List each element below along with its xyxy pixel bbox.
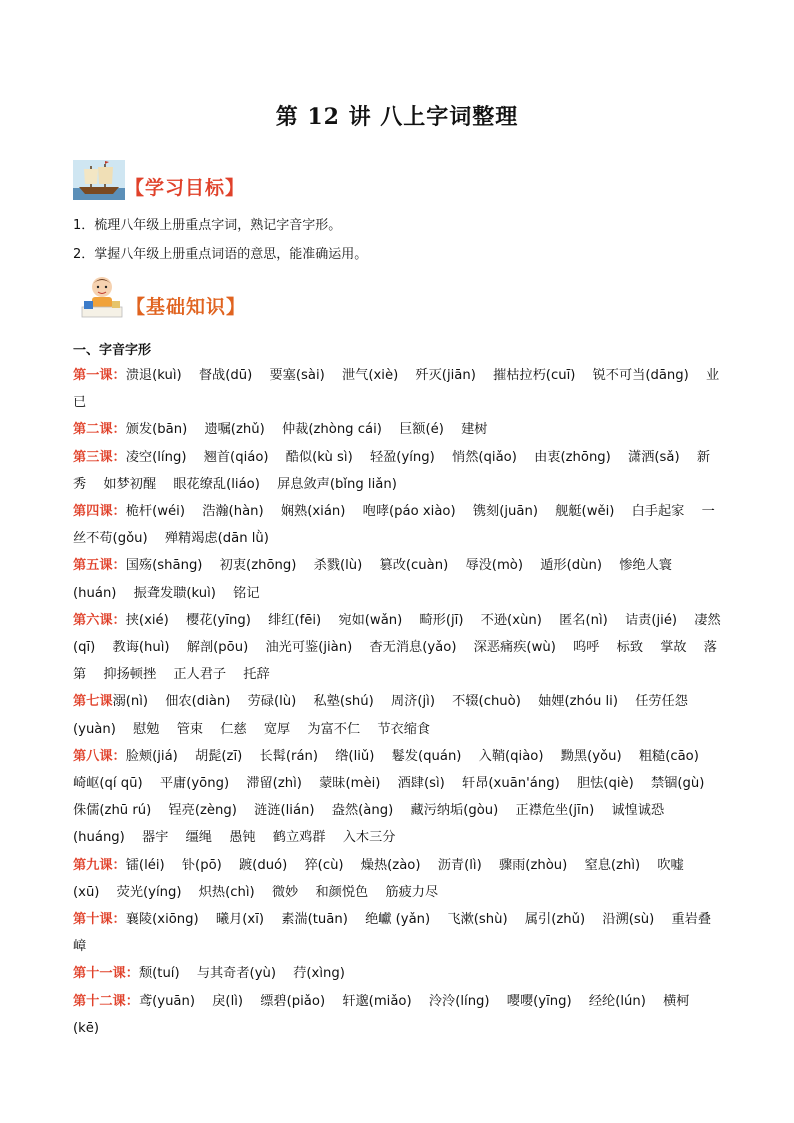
- vocab-word: 遁形(dùn): [540, 558, 602, 574]
- vocab-word: 振聋发聩(kuì): [133, 585, 216, 601]
- vocab-word: 缥碧(piǎo): [260, 993, 326, 1009]
- vocab-word: 轩昂(xuān'áng): [462, 776, 560, 792]
- vocab-word: 凄然(qī): [73, 612, 721, 656]
- vocab-word: 教诲(huì): [112, 640, 170, 656]
- vocab-word: 戾(lì): [212, 993, 244, 1009]
- vocab-word: 酷似(kù sì): [285, 449, 353, 465]
- vocab-word: 盎然(àng): [331, 803, 394, 819]
- lesson-paragraph: [73, 552, 723, 606]
- vocab-word: 微妙: [271, 884, 299, 900]
- lesson-label: 第三课：: [73, 449, 126, 465]
- vocab-word: 钋(pō): [181, 857, 222, 873]
- vocab-word: 歼灭(jiān): [415, 368, 476, 383]
- vocab-word: 镭(léi): [125, 857, 165, 873]
- vocab-word: 新秀: [73, 449, 711, 492]
- vocab-word: 愚钝: [229, 830, 256, 846]
- vocab-word: 滞留(zhì): [246, 776, 302, 792]
- vocab-word: 巨额(é): [399, 422, 444, 438]
- vocab-word: 正人君子: [173, 667, 227, 683]
- vocab-word: 入木三分: [342, 830, 396, 846]
- vocab-word: 颓(tuí): [138, 966, 180, 982]
- vocab-word: 要塞(sài): [269, 368, 325, 383]
- lesson-label: 第十课：: [73, 912, 126, 928]
- vocab-word: 咆哮(páo xiào): [362, 504, 456, 520]
- lesson-label: 第七课: [73, 694, 113, 710]
- lesson-paragraph: [73, 988, 723, 1042]
- vocab-word: 督战(dū): [198, 368, 253, 383]
- vocab-word: 禁锢(gù): [650, 776, 705, 792]
- lesson-paragraph: [73, 362, 723, 416]
- vocab-word: 颁发(bān): [125, 422, 188, 438]
- vocab-word: 掌故: [660, 640, 687, 656]
- vocab-word: 舰艇(wěi): [555, 504, 615, 520]
- lesson-label: 第八课：: [73, 748, 126, 764]
- vocab-word: 娴熟(xián): [280, 504, 346, 520]
- vocab-word: 绯红(fēi): [268, 612, 322, 628]
- vocab-word: 踱(duó): [239, 857, 288, 873]
- vocab-word: 劳碌(lù): [247, 694, 297, 710]
- vocab-word: 妯娌(zhóu li): [538, 694, 618, 710]
- vocab-word: 粗糙(cāo): [638, 748, 699, 764]
- vocab-word: 横柯(kē): [73, 993, 690, 1036]
- goal-item-2: 2．掌握八年级上册重点词语的意思，能准确运用。: [73, 247, 368, 262]
- lesson-paragraph: [73, 743, 723, 852]
- vocab-word: 缰绳: [185, 830, 212, 846]
- lesson-paragraph: [73, 852, 723, 906]
- vocab-word: 筋疲力尽: [385, 884, 439, 900]
- vocab-word: 属引(zhǔ): [524, 912, 586, 928]
- vocab-word: 屏息敛声(bǐng liǎn): [277, 476, 397, 492]
- vocab-word: 炽热(chì): [198, 884, 255, 900]
- vocab-word: 佃农(diàn): [165, 694, 231, 710]
- vocab-word: 一丝不苟(gǒu): [73, 504, 715, 547]
- vocab-word: 长髯(rán): [259, 748, 319, 764]
- lesson-paragraph: [73, 906, 723, 960]
- page-title: 第 12 讲 八上字词整理: [275, 104, 519, 130]
- vocab-word: 沥青(lì): [437, 857, 482, 873]
- vocab-word: 黝黑(yǒu): [560, 748, 622, 764]
- vocab-word: 落第: [73, 640, 717, 683]
- vocab-word: 诘责(jié): [624, 612, 678, 628]
- vocab-word: 翘首(qiáo): [203, 449, 269, 465]
- vocab-word: 器宇: [142, 830, 169, 846]
- vocab-word: 白手起家: [631, 504, 685, 520]
- vocab-word: 轩邈(miǎo): [342, 993, 412, 1009]
- vocab-word: 鸢(yuān): [138, 993, 196, 1009]
- goals-label: 【学习目标】: [125, 177, 246, 199]
- vocab-word: 襄陵(xiōng): [125, 912, 199, 928]
- vocab-word: 脸颊(jiá): [125, 748, 178, 764]
- vocab-word: 周济(jì): [390, 694, 435, 710]
- vocab-word: 仁慈: [220, 721, 247, 737]
- vocab-word: 呜呼: [573, 640, 600, 656]
- vocab-word: 仲裁(zhòng cái): [281, 422, 382, 438]
- vocab-word: 酒肆(sì): [397, 776, 445, 792]
- vocab-word: 入鞘(qiào): [478, 748, 544, 764]
- vocab-word: 任劳任怨(yuàn): [73, 694, 688, 737]
- vocab-word: 正襟危坐(jīn): [515, 803, 595, 819]
- vocab-word: 胡髭(zī): [195, 748, 243, 764]
- vocab-word: 业已: [73, 368, 720, 411]
- vocab-word: 慰勉: [133, 721, 160, 737]
- vocab-word: 解剖(pōu): [186, 640, 249, 656]
- vocab-word: 曦月(xī): [215, 912, 265, 928]
- vocab-word: 重岩叠嶂: [73, 912, 712, 955]
- vocab-word: 桅杆(wéi): [125, 504, 185, 520]
- lesson-label: 第二课：: [73, 422, 126, 438]
- vocab-word: 托辞: [243, 667, 270, 683]
- vocab-word: 辱没(mò): [465, 558, 524, 574]
- vocab-word: 不辍(chuò): [452, 694, 521, 710]
- lesson-paragraph: [73, 688, 723, 742]
- lesson-label: 第九课：: [73, 857, 126, 873]
- vocab-word: 荇(xìng): [293, 966, 345, 982]
- vocab-word: 猝(cù): [304, 857, 344, 873]
- vocab-word: 管束: [176, 721, 204, 737]
- lesson-paragraph: [73, 416, 723, 443]
- vocab-word: 标致: [616, 640, 644, 656]
- sailing-ship-icon: [73, 160, 125, 200]
- vocab-word: 为富不仁: [307, 721, 361, 737]
- basics-header: [78, 273, 246, 319]
- vocab-word: 节衣缩食: [377, 721, 431, 737]
- vocab-word: 溃退(kuì): [125, 368, 182, 383]
- vocab-word: 泄气(xiè): [341, 368, 399, 383]
- vocab-word: 藏污纳垢(gòu): [410, 803, 499, 819]
- vocab-word: 轻盈(yíng): [369, 449, 435, 465]
- vocab-word: 匿名(nì): [559, 612, 608, 628]
- vocab-word: 畸形(jī): [419, 612, 464, 628]
- vocab-word: 如梦初醒: [103, 476, 157, 492]
- vocab-word: 荧光(yíng): [116, 884, 182, 900]
- vocab-word: 诚惶诚恐(huáng): [73, 803, 665, 846]
- vocab-word: 骤雨(zhòu): [498, 857, 568, 873]
- lesson-label: 第五课：: [73, 558, 126, 574]
- vocab-word: 绝巘 (yǎn): [365, 912, 431, 928]
- subheading-pronunciation: 一、字音字形: [73, 343, 152, 358]
- vocab-word: 素湍(tuān): [281, 912, 348, 928]
- vocab-word: 沿溯(sù): [602, 912, 655, 928]
- vocab-word: 锃亮(zèng): [168, 803, 237, 819]
- vocab-word: 鹤立鸡群: [272, 830, 326, 846]
- vocab-word: 飞漱(shù): [447, 912, 508, 928]
- vocab-word: 抑扬顿挫: [103, 667, 157, 683]
- lesson-paragraph: [73, 960, 723, 987]
- lesson-label: 第十一课：: [73, 966, 139, 982]
- vocab-word: 潇洒(sǎ): [628, 449, 680, 465]
- student-reading-icon: [78, 273, 126, 319]
- vocab-word: 由衷(zhōng): [534, 449, 611, 465]
- lesson-paragraph: [73, 498, 723, 552]
- vocab-word: 殚精竭虑(dān lǜ): [164, 531, 269, 547]
- vocab-word: 经纶(lún): [588, 993, 646, 1009]
- vocab-word: 崎岖(qí qū): [73, 776, 143, 792]
- vocab-word: 侏儒(zhū rú): [73, 803, 152, 819]
- goals-header: [73, 160, 245, 200]
- vocab-word: 平庸(yōng): [159, 776, 230, 792]
- lesson-paragraph: [73, 607, 723, 689]
- vocab-word: 遗嘱(zhǔ): [204, 422, 265, 438]
- vocab-word: 涟涟(lián): [254, 803, 315, 819]
- vocab-word: 私塾(shú): [313, 694, 374, 710]
- vocab-word: 胆怯(qiè): [576, 776, 634, 792]
- vocab-word: 吹嘘(xū): [73, 857, 684, 900]
- vocab-word: 蒙昧(mèi): [319, 776, 381, 792]
- basics-label: 【基础知识】: [126, 296, 247, 318]
- vocab-word: 杳无消息(yǎo): [369, 640, 457, 656]
- vocab-word: 眼花缭乱(liáo): [173, 476, 260, 492]
- vocab-word: 建树: [461, 422, 488, 438]
- vocab-word: 油光可鉴(jiàn): [265, 640, 353, 656]
- vocab-word: 窒息(zhì): [584, 857, 641, 873]
- vocab-word: 凌空(líng): [125, 449, 187, 465]
- vocab-word: 铭记: [233, 585, 260, 601]
- lesson-list: [73, 362, 723, 1042]
- lesson-label: 第四课：: [73, 504, 126, 520]
- vocab-word: 嘤嘤(yīng): [506, 993, 572, 1009]
- vocab-word: 燥热(zào): [360, 857, 421, 873]
- vocab-word: 宽厚: [263, 721, 291, 737]
- lesson-label: 第十二课：: [73, 993, 139, 1009]
- vocab-word: 杀戮(lù): [313, 558, 363, 574]
- vocab-word: 泠泠(líng): [428, 993, 490, 1009]
- vocab-word: 镌刻(juān): [472, 504, 538, 520]
- vocab-word: 篡改(cuàn): [379, 558, 449, 574]
- vocab-word: 溺(nì): [112, 694, 149, 710]
- vocab-word: 与其奇者(yù): [196, 966, 277, 982]
- goal-item-1: 1．梳理八年级上册重点字词，熟记字音字形。: [73, 218, 342, 233]
- lesson-label: 第一课：: [73, 368, 126, 383]
- vocab-word: 不逊(xùn): [480, 612, 542, 628]
- vocab-word: 摧枯拉朽(cuī): [493, 368, 576, 383]
- vocab-word: 樱花(yīng): [186, 612, 251, 628]
- vocab-word: 锐不可当(dāng): [592, 368, 689, 383]
- vocab-word: 惨绝人寰(huán): [73, 558, 672, 601]
- vocab-word: 浩瀚(hàn): [202, 504, 264, 520]
- vocab-word: 国殇(shāng): [125, 558, 203, 574]
- vocab-word: 挟(xié): [125, 612, 169, 628]
- vocab-word: 深恶痛疾(wù): [473, 640, 556, 656]
- vocab-word: 悄然(qiǎo): [452, 449, 517, 465]
- vocab-word: 初衷(zhōng): [219, 558, 297, 574]
- vocab-word: 宛如(wǎn): [338, 612, 403, 628]
- vocab-word: 和颜悦色: [315, 884, 369, 900]
- lesson-paragraph: [73, 444, 723, 498]
- lesson-label: 第六课：: [73, 612, 126, 628]
- vocab-word: 绺(liǔ): [335, 748, 375, 764]
- vocab-word: 鬈发(quán): [391, 748, 462, 764]
